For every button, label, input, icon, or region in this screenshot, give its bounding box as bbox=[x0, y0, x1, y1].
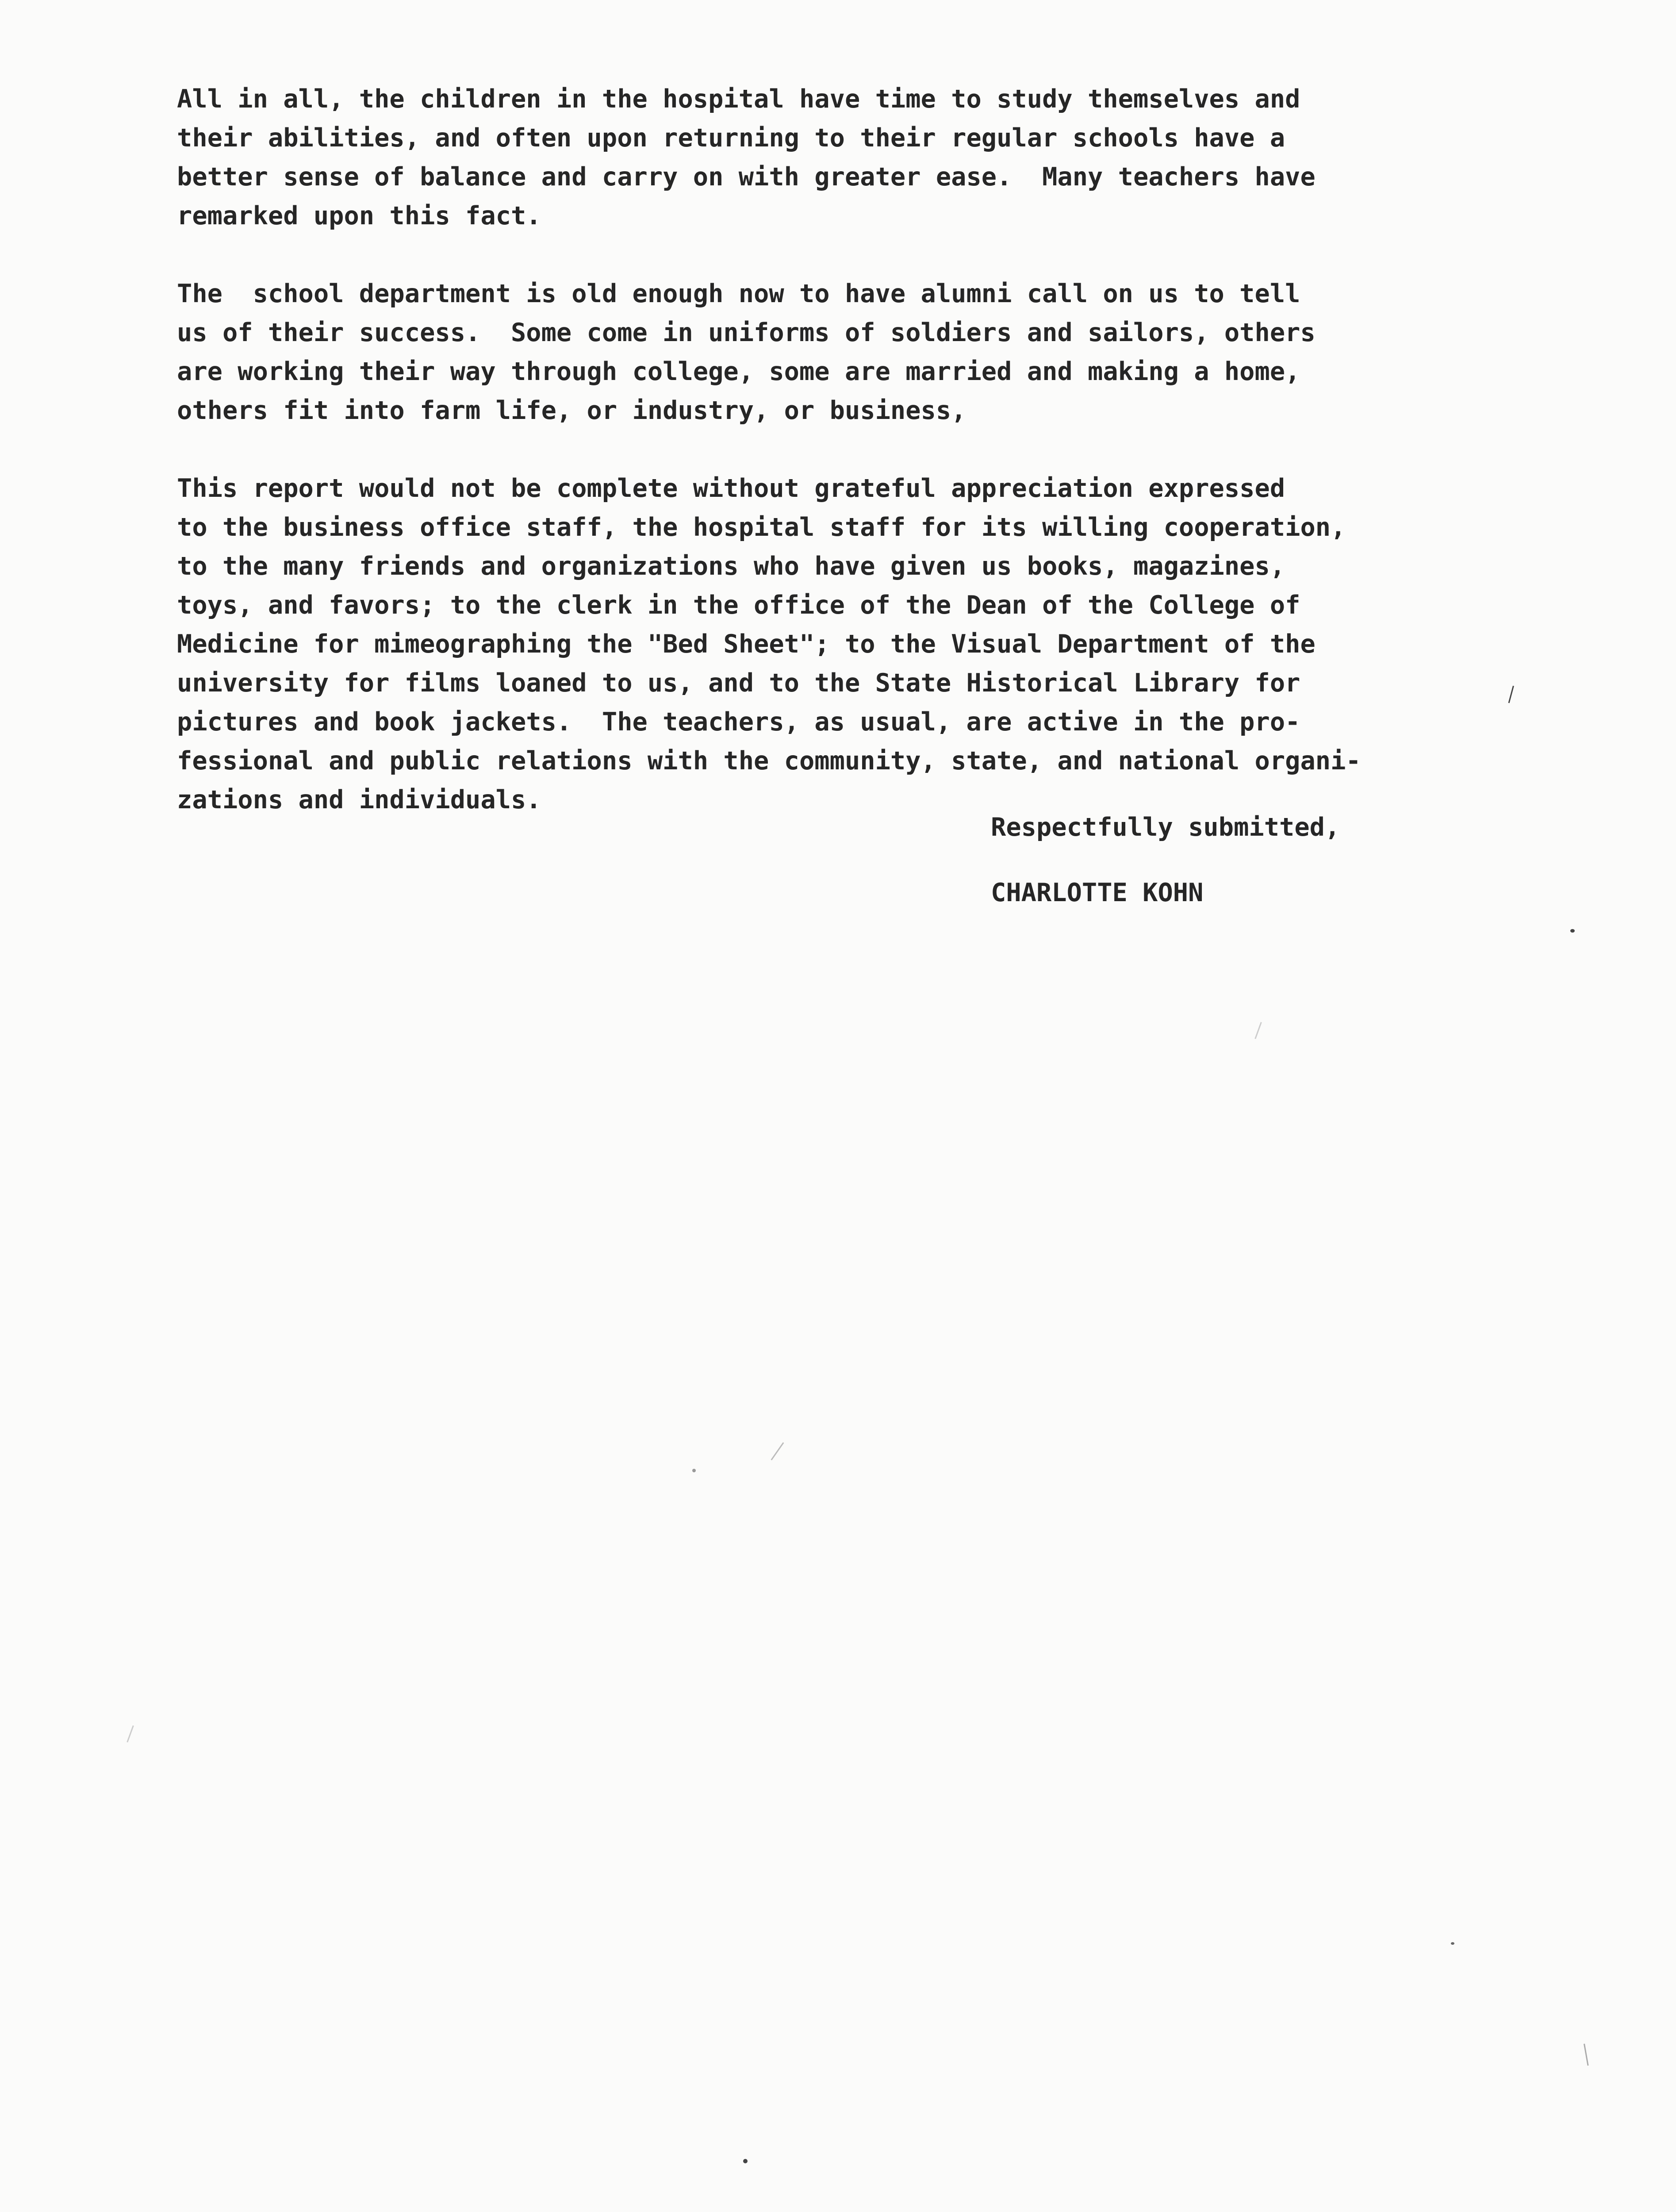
paragraph-line: to the many friends and organizations who have given us books, magazines, bbox=[177, 552, 1285, 581]
paragraph-2 bbox=[177, 274, 1561, 430]
paragraph-line: better sense of balance and carry on with greater ease. Many teachers have bbox=[177, 162, 1315, 192]
paragraph-line: pictures and book jackets. The teachers, as usual, are active in the pro- bbox=[177, 707, 1300, 737]
paragraph-spacer bbox=[177, 235, 1561, 274]
paragraph-line: remarked upon this fact. bbox=[177, 201, 541, 230]
scan-mark bbox=[127, 1725, 134, 1743]
paragraph-line: Medicine for mimeographing the "Bed Sheet"; to the Visual Department of the bbox=[177, 630, 1315, 659]
paragraph-line: us of their success. Some come in uniforms of soldiers and sailors, others bbox=[177, 318, 1315, 347]
paragraph-line: others fit into farm life, or industry, or business, bbox=[177, 396, 966, 425]
scan-speck bbox=[1451, 1942, 1454, 1945]
signature-spacer bbox=[991, 847, 1340, 873]
signatory-name: CHARLOTTE KOHN bbox=[991, 878, 1204, 907]
scan-speck bbox=[692, 1469, 696, 1472]
scan-mark bbox=[771, 1442, 784, 1460]
paragraph-line: fessional and public relations with the community, state, and national organi- bbox=[177, 746, 1361, 776]
paragraph-3 bbox=[177, 469, 1561, 819]
scan-mark bbox=[1254, 1022, 1262, 1039]
paragraph-line: university for films loaned to us, and to the State Historical Library for bbox=[177, 668, 1300, 698]
paragraph-line: are working their way through college, some are married and making a home, bbox=[177, 357, 1300, 386]
paragraph-line: to the business office staff, the hospital staff for its willing cooperation, bbox=[177, 513, 1346, 542]
paragraph-spacer bbox=[177, 430, 1561, 469]
signature-block bbox=[991, 808, 1340, 912]
report-body bbox=[177, 80, 1561, 819]
scan-speck bbox=[743, 2159, 748, 2163]
paragraph-line: This report would not be complete without grateful appreciation expressed bbox=[177, 474, 1285, 503]
closing-text: Respectfully submitted, bbox=[991, 813, 1340, 842]
paragraph-line: toys, and favors; to the clerk in the office of the Dean of the College of bbox=[177, 591, 1300, 620]
scan-mark bbox=[1584, 2043, 1589, 2066]
paragraph-1 bbox=[177, 80, 1561, 235]
paragraph-line: zations and individuals. bbox=[177, 785, 541, 814]
paragraph-line: The school department is old enough now to have alumni call on us to tell bbox=[177, 279, 1300, 308]
scan-speck bbox=[1570, 929, 1575, 933]
paragraph-line: their abilities, and often upon returning to their regular schools have a bbox=[177, 123, 1285, 153]
paragraph-line: All in all, the children in the hospital have time to study themselves and bbox=[177, 84, 1300, 114]
